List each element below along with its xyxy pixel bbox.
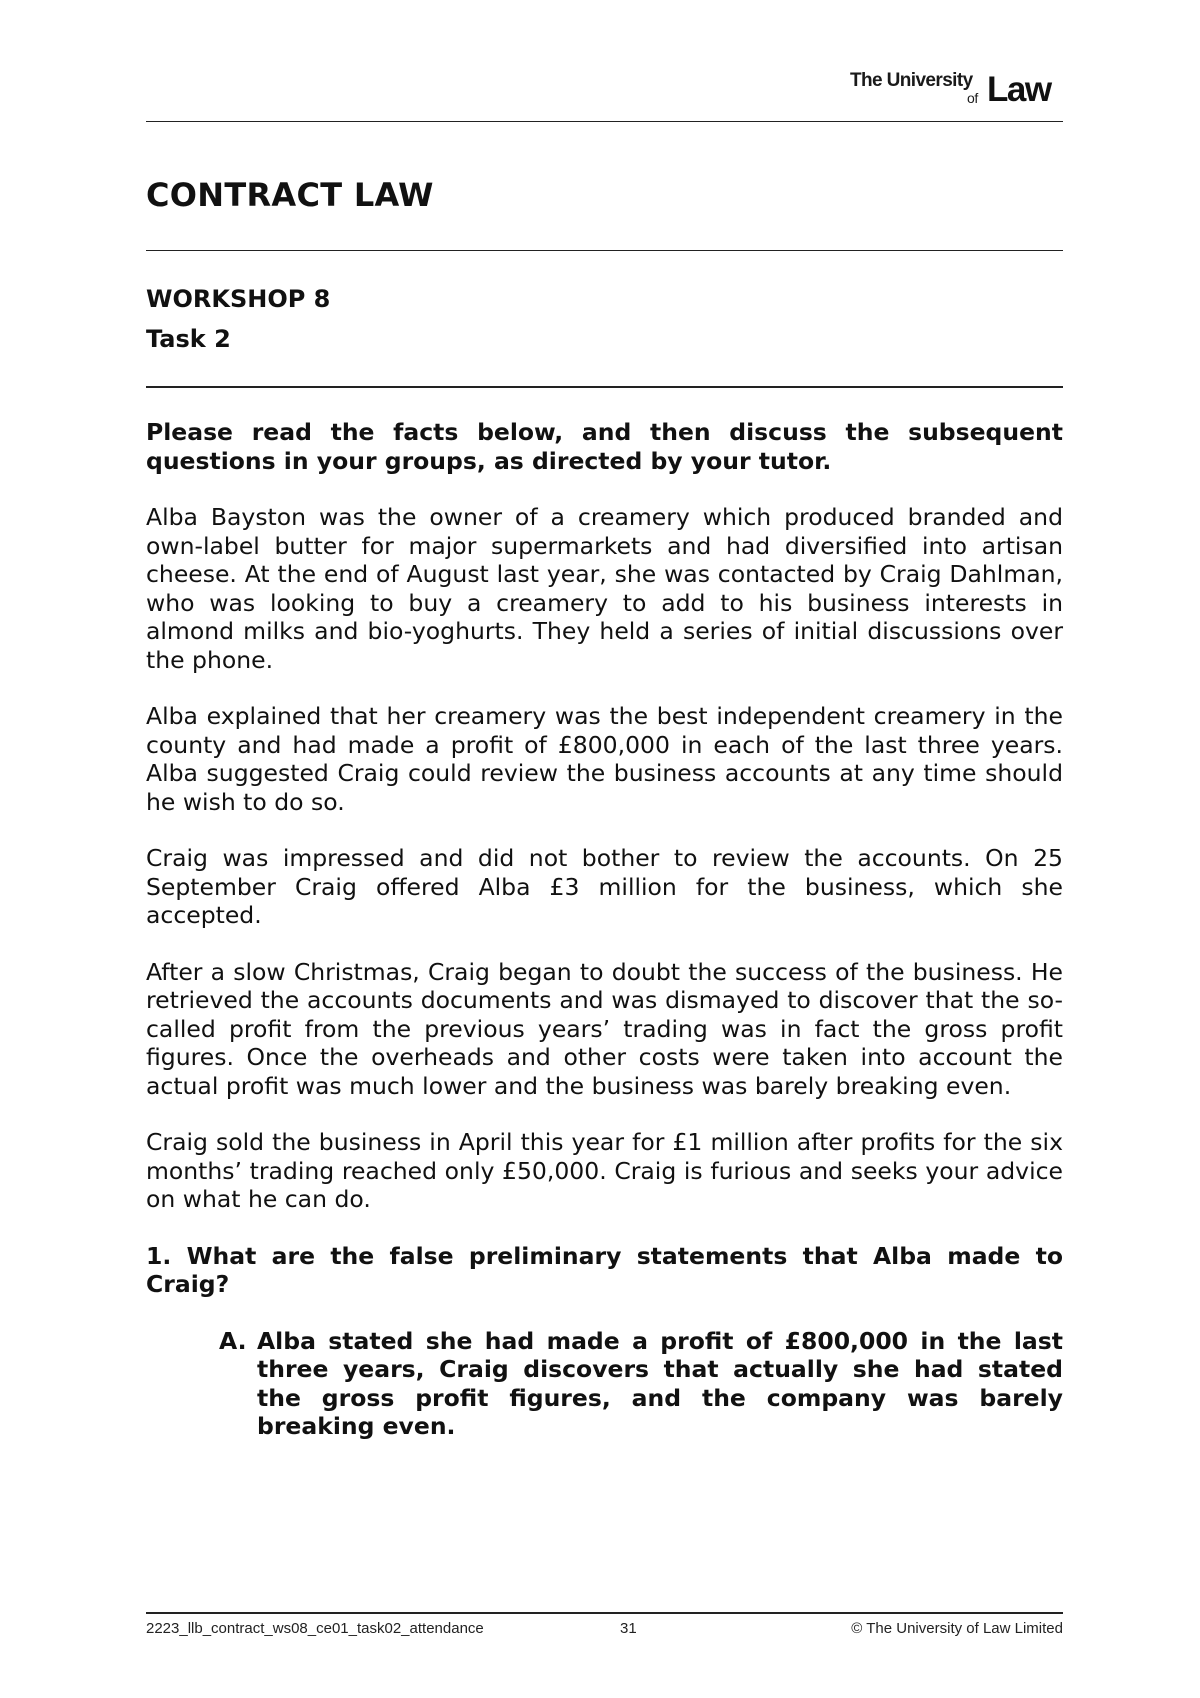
page-title: CONTRACT LAW bbox=[146, 176, 434, 214]
answer-text: Alba stated she had made a profit of £800,000 in the last three years, Craig discovers that actually she had stated the gross profit figures, and the company was barely breaking even. bbox=[257, 1326, 1063, 1440]
fact-paragraph: Alba Bayston was the owner of a creamery which produced branded and own-label butter for major supermarkets and had diversified into artisan cheese. At the end of August last year, she was contacted by Craig Dahlman, who was looking to buy a creamery to add to his business interests in almond milks and bio-yoghurts. They held a series of initial discussions over the phone. bbox=[146, 503, 1063, 674]
fact-paragraph: After a slow Christmas, Craig began to doubt the success of the business. He retrieved the accounts documents and was dismayed to discover that the so-called profit from the previous years’ trading was in fact the gross profit figures. Once the overheads and other costs were taken into account the actual profit was much lower and the business was barely breaking even. bbox=[146, 957, 1063, 1100]
logo-line-3: Law bbox=[987, 70, 1051, 109]
task-divider bbox=[146, 386, 1063, 388]
answer-label: A. bbox=[219, 1326, 247, 1355]
instruction-text: Please read the facts below, and then discuss the subsequent questions in your groups, as directed by your tutor. bbox=[146, 418, 1063, 475]
workshop-heading: WORKSHOP 8 bbox=[146, 285, 331, 313]
logo-line-1: The University bbox=[850, 70, 973, 91]
title-divider bbox=[146, 250, 1063, 251]
footer-page-number: 31 bbox=[620, 1620, 637, 1637]
question-text: 1. What are the false preliminary statements that Alba made to Craig? bbox=[146, 1241, 1063, 1298]
fact-paragraph: Craig sold the business in April this year for £1 million after profits for the six months’ trading reached only £50,000. Craig is furious and seeks your advice on what he can do. bbox=[146, 1128, 1063, 1213]
document-body bbox=[146, 418, 1063, 1441]
page-footer bbox=[146, 1620, 1063, 1640]
header-divider bbox=[146, 121, 1063, 122]
footer-divider bbox=[146, 1612, 1063, 1614]
footer-document-code: 2223_llb_contract_ws08_ce01_task02_attendance bbox=[146, 1620, 484, 1637]
fact-paragraph: Craig was impressed and did not bother to review the accounts. On 25 September Craig offered Alba £3 million for the business, which she accepted. bbox=[146, 844, 1063, 929]
fact-paragraph: Alba explained that her creamery was the best independent creamery in the county and had made a profit of £800,000 in each of the last three years. Alba suggested Craig could review the business accounts at any time should he wish to do so. bbox=[146, 702, 1063, 816]
answer-item bbox=[219, 1327, 1063, 1441]
logo-line-2: of bbox=[967, 90, 978, 106]
footer-copyright: © The University of Law Limited bbox=[851, 1620, 1063, 1637]
task-heading: Task 2 bbox=[146, 325, 231, 353]
university-logo bbox=[850, 68, 1062, 112]
